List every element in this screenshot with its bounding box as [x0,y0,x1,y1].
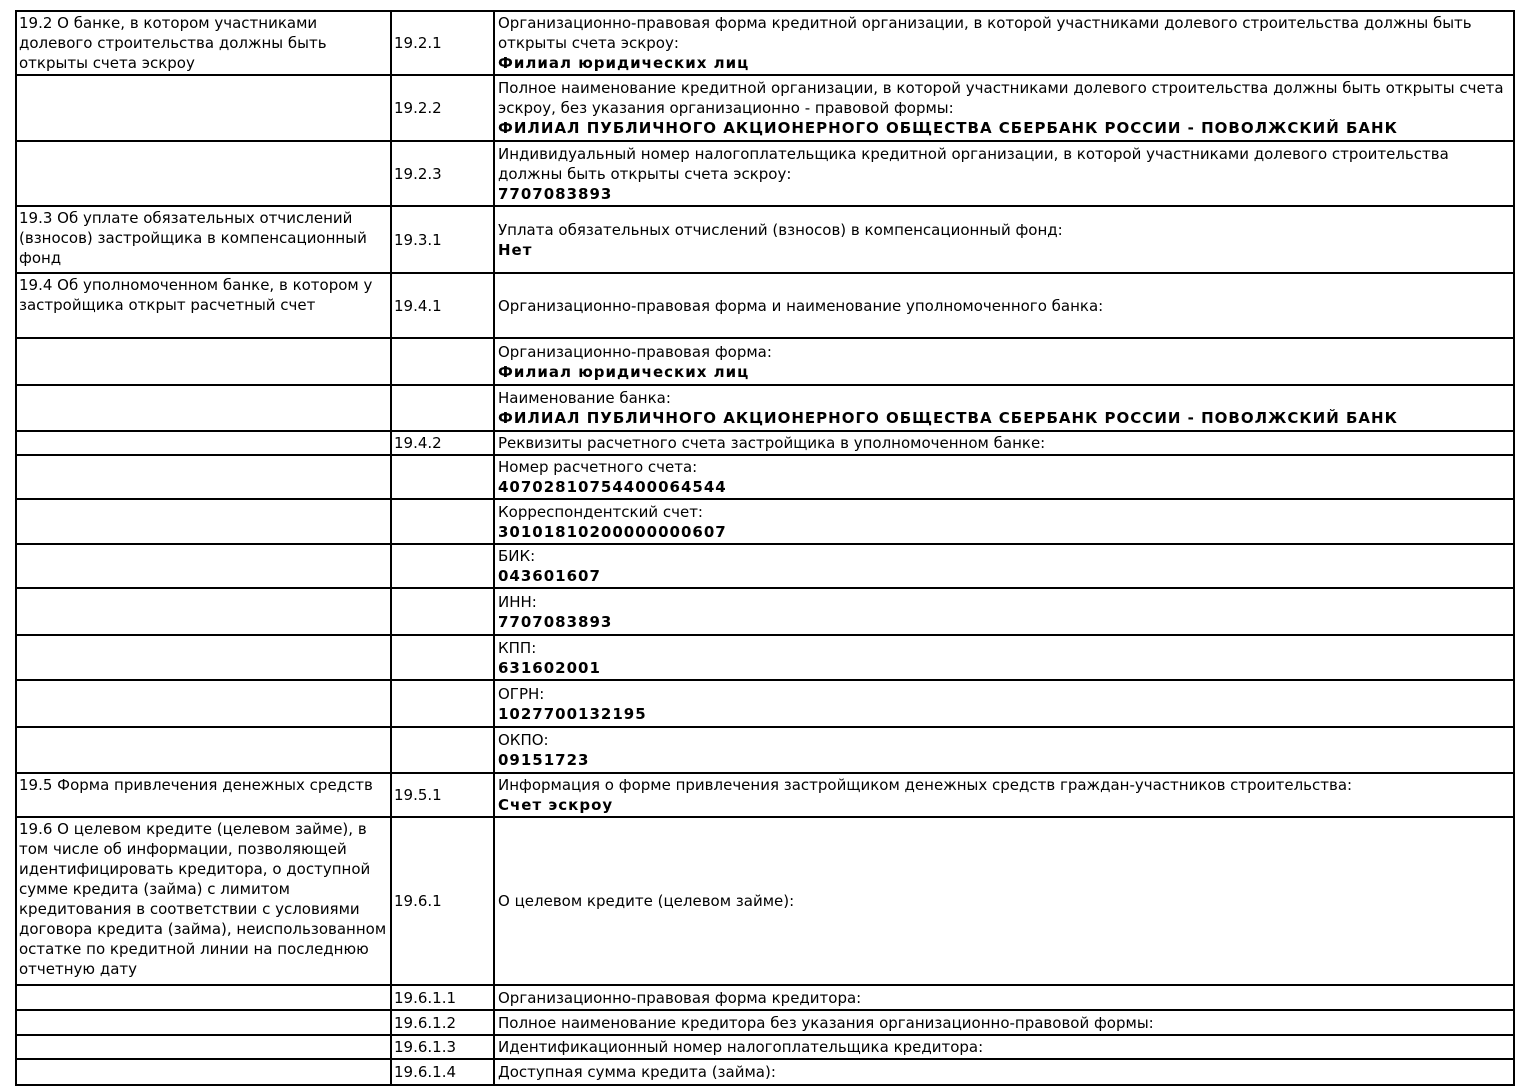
content-cell [494,385,1514,431]
field-label: Идентификационный номер налогоплательщика кредитора: [498,1038,984,1056]
field-label: КПП: [498,638,537,657]
field-label: Полное наименование кредитной организации, в которой участниками долевого строительства должны быть открыты счета эскроу, без указания организационно - правовой формы: [498,79,1504,117]
content-cell [494,727,1514,773]
content-cell [494,75,1514,141]
index-cell: 19.2.2 [391,75,494,141]
content-cell [494,273,1514,338]
content-cell [494,338,1514,385]
table-row [16,1059,1514,1085]
table-row [16,431,1514,455]
field-value: ФИЛИАЛ ПУБЛИЧНОГО АКЦИОНЕРНОГО ОБЩЕСТВА СБЕРБАНК РОССИИ - ПОВОЛЖСКИЙ БАНК [498,409,1398,427]
field-value: 40702810754400064544 [498,478,727,496]
content-cell [494,588,1514,635]
section-cell [16,1010,391,1035]
table-row [16,75,1514,141]
section-cell [16,431,391,455]
field-label: Организационно-правовая форма кредитной организации, в которой участниками долевого строительства должны быть открыты счета эскроу: [498,14,1472,52]
section-cell [16,141,391,206]
table-row [16,727,1514,773]
section-cell [16,727,391,773]
table-row [16,817,1514,985]
table-row [16,273,1514,338]
field-value: Филиал юридических лиц [498,362,750,381]
field-label: Организационно-правовая форма: [498,342,772,361]
index-cell [391,499,494,544]
table-row [16,499,1514,544]
content-cell [494,985,1514,1010]
field-label: Корреспондентский счет: [498,502,703,521]
content-cell [494,680,1514,727]
section-cell [16,985,391,1010]
field-label: Полное наименование кредитора без указания организационно-правовой формы: [498,1013,1154,1032]
section-cell: 19.6 О целевом кредите (целевом займе), в том числе об информации, позволяющей идентифицировать кредитора, о доступной сумме кредита (займа) с лимитом кредитования в соответствии с условиями договора кредита (займа), неиспользованном остатке по кредитной линии на последнюю отчетную дату [16,817,391,985]
index-cell [391,385,494,431]
field-label: Наименование банка: [498,389,671,407]
table-row [16,11,1514,75]
content-cell [494,431,1514,455]
section-cell [16,588,391,635]
table-row [16,206,1514,273]
index-cell: 19.6.1.4 [391,1059,494,1085]
field-label: О целевом кредите (целевом займе): [498,892,795,910]
index-cell: 19.2.1 [391,11,494,75]
section-cell: 19.5 Форма привлечения денежных средств [16,773,391,817]
section-cell [16,635,391,680]
index-cell: 19.3.1 [391,206,494,273]
declaration-table [15,10,1515,1086]
index-cell [391,680,494,727]
section-cell [16,455,391,499]
section-cell [16,544,391,588]
table-row [16,588,1514,635]
field-value: ФИЛИАЛ ПУБЛИЧНОГО АКЦИОНЕРНОГО ОБЩЕСТВА СБЕРБАНК РОССИИ - ПОВОЛЖСКИЙ БАНК [498,119,1398,137]
field-label: Информация о форме привлечения застройщиком денежных средств граждан-участников строительства: [498,776,1353,794]
field-label: Реквизиты расчетного счета застройщика в уполномоченном банке: [498,434,1046,452]
field-label: Организационно-правовая форма кредитора: [498,988,862,1007]
index-cell: 19.6.1 [391,817,494,985]
index-cell [391,635,494,680]
content-cell [494,1059,1514,1085]
field-value: 1027700132195 [498,704,647,723]
section-cell [16,1035,391,1059]
index-cell: 19.6.1.1 [391,985,494,1010]
table-row [16,455,1514,499]
field-value: 043601607 [498,567,601,585]
field-value: 30101810200000000607 [498,522,727,541]
index-cell [391,588,494,635]
field-label: Уплата обязательных отчислений (взносов) в компенсационный фонд: [498,220,1063,239]
table-row [16,635,1514,680]
index-cell [391,727,494,773]
table-row [16,141,1514,206]
content-cell [494,206,1514,273]
field-value: 631602001 [498,658,601,677]
content-cell [494,11,1514,75]
table-row [16,1010,1514,1035]
section-cell: 19.4 Об уполномоченном банке, в котором у застройщика открыт расчетный счет [16,273,391,338]
index-cell: 19.6.1.3 [391,1035,494,1059]
content-cell [494,544,1514,588]
field-label: ИНН: [498,592,537,611]
field-label: Доступная сумма кредита (займа): [498,1063,776,1081]
section-cell [16,1059,391,1085]
table-row [16,680,1514,727]
content-cell [494,773,1514,817]
section-cell [16,385,391,431]
content-cell [494,635,1514,680]
table-row [16,985,1514,1010]
content-cell [494,1035,1514,1059]
field-value: 7707083893 [498,184,613,203]
table-row [16,773,1514,817]
field-value: Филиал юридических лиц [498,54,750,72]
field-label: ОКПО: [498,731,549,749]
field-label: Номер расчетного счета: [498,458,698,476]
section-cell [16,75,391,141]
index-cell [391,455,494,499]
index-cell: 19.4.2 [391,431,494,455]
field-label: БИК: [498,547,536,565]
field-label: Индивидуальный номер налогоплательщика кредитной организации, в которой участниками долевого строительства должны быть открыты счета эскроу: [498,144,1449,183]
table-row [16,544,1514,588]
field-value: 7707083893 [498,612,613,631]
section-cell [16,680,391,727]
index-cell: 19.2.3 [391,141,494,206]
section-cell [16,338,391,385]
field-value: Нет [498,240,533,259]
content-cell [494,1010,1514,1035]
table-row [16,385,1514,431]
table-row [16,1035,1514,1059]
section-cell: 19.3 Об уплате обязательных отчислений (взносов) застройщика в компенсационный фонд [16,206,391,273]
section-cell [16,499,391,544]
field-value: 09151723 [498,751,590,769]
content-cell [494,455,1514,499]
content-cell [494,141,1514,206]
field-label: ОГРН: [498,684,545,703]
field-value: Счет эскроу [498,796,614,814]
field-label: Организационно-правовая форма и наименование уполномоченного банка: [498,296,1104,315]
index-cell [391,338,494,385]
content-cell [494,817,1514,985]
section-cell: 19.2 О банке, в котором участниками долевого строительства должны быть открыты счета эскроу [16,11,391,75]
content-cell [494,499,1514,544]
index-cell: 19.4.1 [391,273,494,338]
index-cell: 19.6.1.2 [391,1010,494,1035]
index-cell: 19.5.1 [391,773,494,817]
table-row [16,338,1514,385]
index-cell [391,544,494,588]
